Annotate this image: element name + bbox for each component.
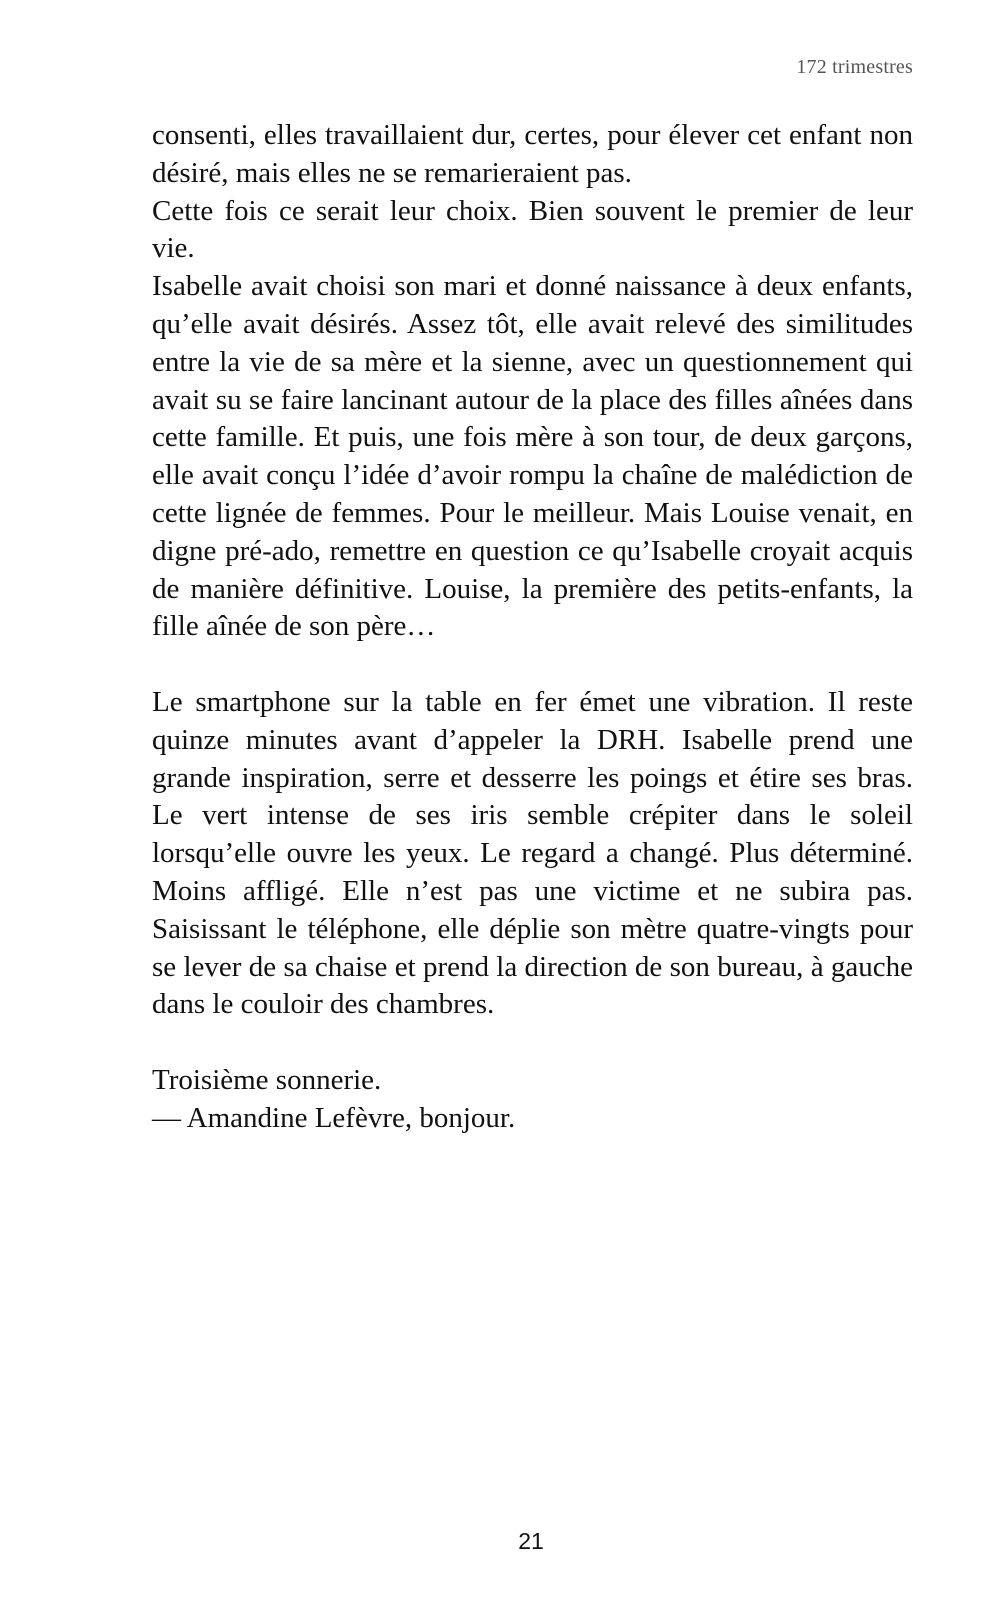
page-number: 21 [518, 1528, 544, 1554]
paragraph: Troisième sonnerie. [152, 1063, 382, 1096]
running-header: 172 trimestres [796, 56, 913, 78]
paragraph: Isabelle avait choisi son mari et donné naissance à deux enfants, qu’elle avait désirés. Assez tôt, elle avait relevé des similitudes entre la vie de sa mère et la sienne, avec un questionnement qui avait su se faire lancinant autour de la place des filles aînées dans cette famille. Et puis, une fois mère à son tour, de deux garçons, elle avait conçu l’idée d’avoir rompu la chaîne de malédiction de cette lignée de femmes. Pour le meilleur. Mais Louise venait, en digne pré-ado, remettre en question ce qu’Isabelle croyait acquis de manière définitive. Louise, la première des petits-enfants, la fille aînée de son père… [152, 270, 913, 643]
dialogue-line: — Amandine Lefèvre, bonjour. [152, 1101, 516, 1134]
paragraph: consenti, elles travaillaient dur, certes, pour élever cet enfant non désiré, mais elles ne se remarieraient pas. [152, 119, 913, 189]
paragraph-spacer [152, 646, 913, 684]
paragraph-spacer [152, 1024, 913, 1062]
paragraph: Le smartphone sur la table en fer émet une vibration. Il reste quinze minutes avant d’appeler la DRH. Isabelle prend une grande inspiration, serre et desserre les poings et étire ses bras. Le vert intense de ses iris semble crépiter dans le soleil lorsqu’elle ouvre les yeux. Le regard a changé. Plus déterminé. Moins affligé. Elle n’est pas une victime et ne subira pas. Saisissant le téléphone, elle déplie son mètre quatre-vingts pour se lever de sa chaise et prend la direction de son bureau, à gauche dans le couloir des chambres. [152, 685, 913, 1021]
paragraph: Cette fois ce serait leur choix. Bien souvent le premier de leur vie. [152, 194, 913, 265]
body-text [152, 117, 913, 1138]
